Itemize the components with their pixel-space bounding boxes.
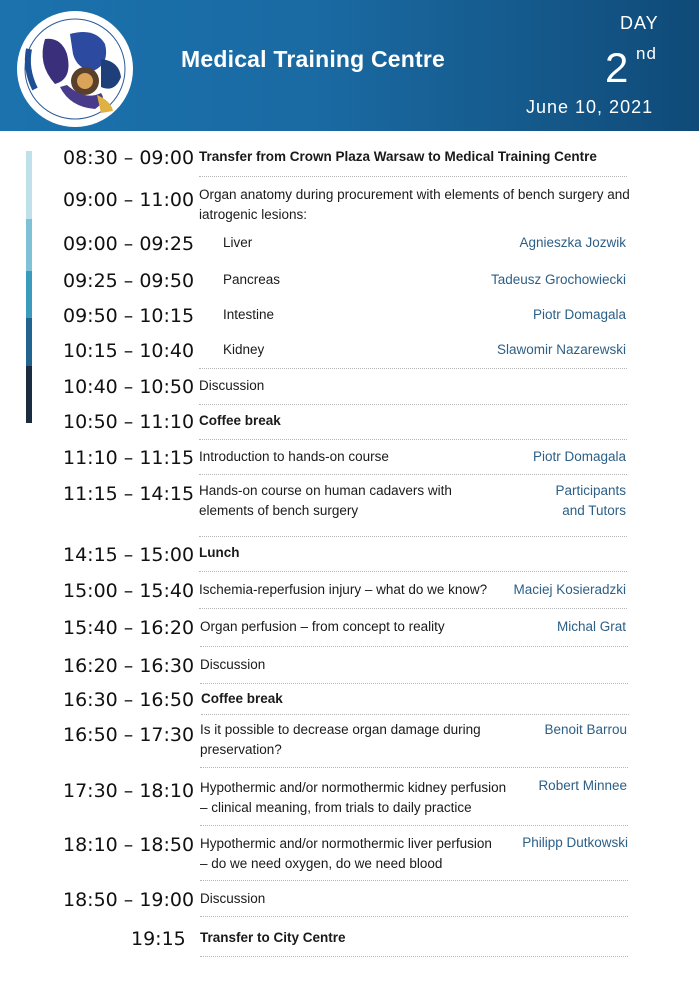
row-divider (199, 571, 627, 572)
timeline-bar-segment (26, 151, 32, 219)
session-title: Organ anatomy during procurement with elements of bench surgery and (199, 187, 630, 202)
session-time: 14:15 – 15:00 (63, 544, 195, 566)
session-title: Introduction to hands-on course (199, 449, 389, 464)
session-title: Coffee break (201, 691, 283, 706)
session-title-cont: – do we need oxygen, do we need blood (200, 856, 443, 871)
session-title-cont: preservation? (200, 742, 282, 757)
session-time: 09:00 – 09:25 (63, 233, 195, 255)
session-time: 08:30 – 09:00 (63, 147, 195, 169)
day-number: 2 (605, 44, 629, 91)
row-divider (200, 880, 628, 881)
row-divider (199, 368, 627, 369)
speaker-name: Participants (555, 483, 626, 498)
session-time: 10:50 – 11:10 (63, 411, 195, 433)
speaker-name: Piotr Domagala (532, 449, 626, 464)
timeline-bar-segment (26, 219, 32, 271)
day-label: DAY (620, 13, 659, 33)
timeline-bar-segment (26, 271, 32, 318)
session-time: 16:20 – 16:30 (63, 655, 195, 677)
session-time: 16:30 – 16:50 (63, 689, 195, 711)
event-date: June 10, 2021 (526, 97, 654, 117)
session-title-cont: – clinical meaning, from trials to daily practice (200, 800, 472, 815)
session-time: 09:25 – 09:50 (63, 270, 195, 292)
row-divider (199, 404, 627, 405)
session-title-cont: iatrogenic lesions: (199, 207, 308, 222)
session-title: Hands-on course on human cadavers with (199, 483, 452, 498)
session-time: 11:10 – 11:15 (63, 447, 195, 469)
row-divider (200, 767, 628, 768)
session-time: 16:50 – 17:30 (63, 724, 195, 746)
page-title: Medical Training Centre (181, 46, 446, 72)
row-divider (200, 646, 628, 647)
row-divider (199, 608, 627, 609)
speaker-name: Piotr Domagala (532, 307, 626, 322)
session-title: Transfer to City Centre (200, 930, 346, 945)
timeline-bar-segment (26, 318, 32, 366)
session-time: 18:10 – 18:50 (63, 834, 195, 856)
session-time: 19:15 (131, 928, 186, 950)
row-divider (200, 956, 628, 957)
session-title: Discussion (200, 891, 266, 906)
speaker-name: Michal Grat (556, 619, 626, 634)
session-title: Ischemia-reperfusion injury – what do we know? (199, 582, 488, 597)
session-time: 10:40 – 10:50 (63, 376, 195, 398)
session-time: 11:15 – 14:15 (63, 483, 195, 505)
session-title: Hypothermic and/or normothermic kidney perfusion (200, 780, 507, 795)
row-divider (200, 825, 628, 826)
session-time: 10:15 – 10:40 (63, 340, 195, 362)
row-divider (199, 536, 627, 537)
row-divider (200, 683, 628, 684)
session-time: 09:50 – 10:15 (63, 305, 195, 327)
timeline-bar-segment (26, 366, 32, 423)
session-title: Lunch (199, 545, 240, 560)
page-header (0, 0, 699, 131)
speaker-name-cont: and Tutors (562, 503, 626, 518)
speaker-name: Maciej Kosieradzki (513, 582, 626, 597)
speaker-name: Slawomir Nazarewski (496, 342, 626, 357)
speaker-name: Tadeusz Grochowiecki (490, 272, 626, 287)
speaker-name: Agnieszka Jozwik (519, 235, 626, 250)
session-title: Is it possible to decrease organ damage during (200, 722, 481, 737)
speaker-name: Philipp Dutkowski (522, 835, 628, 850)
session-title: Pancreas (223, 272, 281, 287)
speaker-name: Benoit Barrou (544, 722, 627, 737)
session-title: Kidney (223, 342, 265, 357)
session-title: Intestine (223, 307, 275, 322)
row-divider (201, 714, 629, 715)
session-title: Transfer from Crown Plaza Warsaw to Medical Training Centre (199, 149, 597, 164)
session-title: Coffee break (199, 413, 281, 428)
session-title: Organ perfusion – from concept to reality (200, 619, 445, 634)
session-title: Discussion (199, 378, 265, 393)
row-divider (200, 916, 628, 917)
row-divider (199, 474, 627, 475)
session-title-cont: elements of bench surgery (199, 503, 359, 518)
session-time: 09:00 – 11:00 (63, 189, 195, 211)
session-time: 18:50 – 19:00 (63, 889, 195, 911)
session-time: 15:40 – 16:20 (63, 617, 195, 639)
session-time: 17:30 – 18:10 (63, 780, 195, 802)
row-divider (199, 176, 627, 177)
session-title: Discussion (200, 657, 266, 672)
speaker-name: Robert Minnee (538, 778, 627, 793)
session-title: Hypothermic and/or normothermic liver perfusion (200, 836, 492, 851)
session-title: Liver (223, 235, 253, 250)
masterclass-logo (15, 9, 135, 129)
session-time: 15:00 – 15:40 (63, 580, 195, 602)
day-suffix: nd (636, 44, 657, 63)
row-divider (199, 439, 627, 440)
